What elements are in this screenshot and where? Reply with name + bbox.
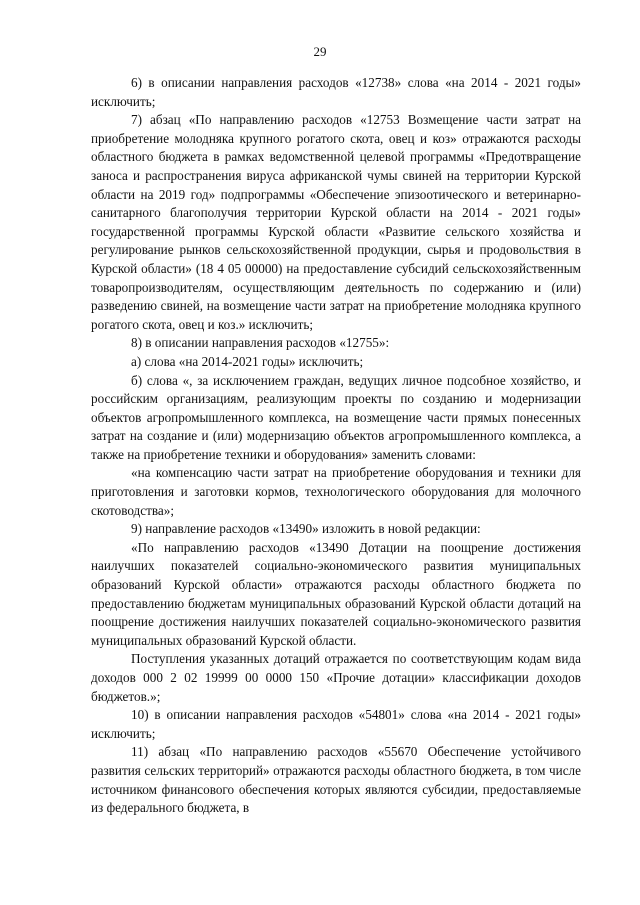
paragraph-6: 6) в описании направления расходов «12738» слова «на 2014 - 2021 годы» исключить; — [91, 75, 581, 109]
paragraph-8a: а) слова «на 2014-2021 годы» исключить; — [131, 353, 364, 369]
page-number: 29 — [313, 44, 327, 59]
paragraph-8: 8) в описании направления расходов «12755»: — [131, 335, 390, 351]
paragraph-7: 7) абзац «По направлению расходов «12753 Возмещение части затрат на приобретение молодняка крупного рогатого скота, овец и коз» отражаются расходы областного бюджета в рамках ведомственной целевой программы «Предотвращение заноса и распространения вируса африканской чумы свиней на территории Курской области на 2019 год» подпрограммы «Обеспечение эпизоотического и ветеринарно-санитарного благополучия территории Курской области на 2014 - 2021 годы» государственной программы Курской области «Развитие сельского хозяйства и регулирование рынков сельскохозяйственной продукции, сырья и продовольствия в Курской области» (18 4 05 00000) на предоставление субсидий сельскохозяйственным товаропроизводителям, осуществляющим деятельность по содержанию и (или) разведению свиней, на возмещение части затрат на приобретение молодняка крупного рогатого скота, овец и коз.» исключить; — [91, 112, 581, 332]
paragraph-9-revenues: Поступления указанных дотаций отражается по соответствующим кодам вида доходов 000 2 02 19999 00 0000 150 «Прочие дотации» классификации доходов бюджетов.»; — [91, 651, 581, 704]
paragraph-8b-replacement: «на компенсацию части затрат на приобретение оборудования и техники для приготовления и заготовки кормов, технологического оборудования для молочного скотоводства»; — [91, 465, 581, 518]
document-body — [91, 74, 581, 818]
paragraph-9: 9) направление расходов «13490» изложить в новой редакции: — [131, 521, 481, 537]
paragraph-11: 11) абзац «По направлению расходов «55670 Обеспечение устойчивого развития сельских территорий» отражаются расходы областного бюджета, в том числе источником финансового обеспечения которых являются субсидии, предоставляемые из федерального бюджета, в — [91, 744, 581, 816]
paragraph-8b: б) слова «, за исключением граждан, ведущих личное подсобное хозяйство, и российским организациям, реализующим проекты по созданию и модернизации объектов агропромышленного комплекса, на возмещение части прямых понесенных затрат на создание и (или) модернизацию объектов агропромышленного комплекса, а также на приобретение техники и оборудования» заменить словами: — [91, 372, 581, 462]
paragraph-9-text: «По направлению расходов «13490 Дотации на поощрение достижения наилучших показателей социально-экономического развития муниципальных образований Курской области» отражаются расходы областного бюджета по предоставлению бюджетам муниципальных образований Курской области дотаций на поощрение достижения наилучших показателей социально-экономического развития муниципальных образований Курской области. — [91, 539, 581, 648]
paragraph-10: 10) в описании направления расходов «54801» слова «на 2014 - 2021 годы» исключить; — [91, 707, 581, 741]
